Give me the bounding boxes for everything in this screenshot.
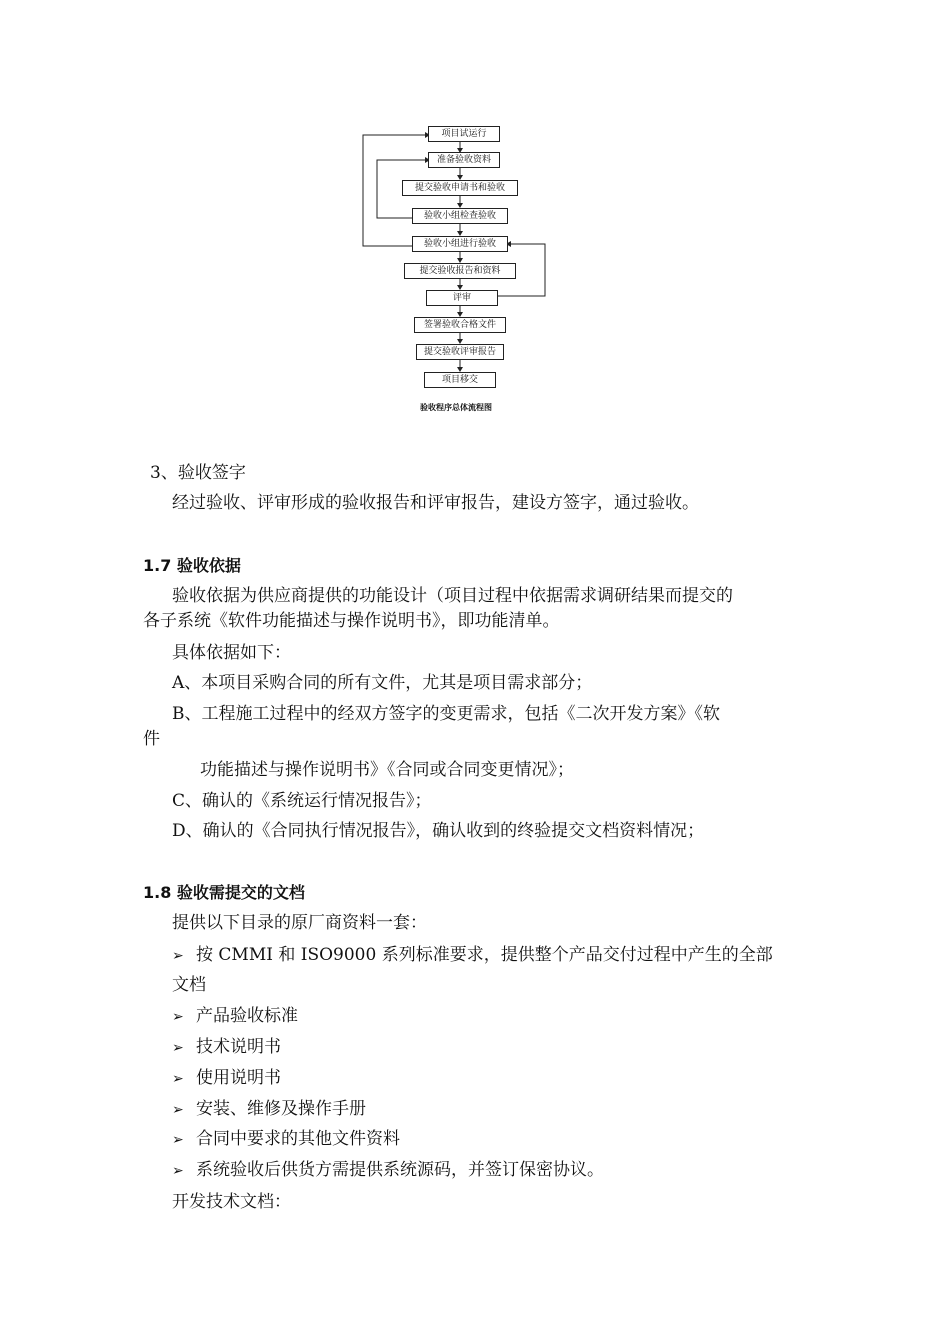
bullet-arrow-icon: ➢: [172, 1071, 184, 1087]
section18-item4: [172, 1066, 281, 1091]
section17-item-b-line2: 件: [143, 729, 160, 749]
flow-step-prepare-materials: 准备验收资料: [428, 152, 500, 168]
section18-item7: [172, 1158, 604, 1183]
bullet-arrow-icon: ➢: [172, 1009, 184, 1025]
section18-item1-line1: 按 CMMI 和 ISO9000 系列标准要求，提供整个产品交付过程中产生的全部: [196, 945, 773, 965]
section3-paragraph: 经过验收、评审形成的验收报告和评审报告，建设方签字，通过验收。: [172, 493, 699, 513]
flow-step-submit-application: 提交验收申请书和验收: [402, 180, 518, 196]
flow-step-group-inspection: 验收小组检查验收: [412, 208, 508, 224]
section18-item5: [172, 1097, 366, 1122]
bullet-arrow-icon: ➢: [172, 1163, 184, 1179]
section18-item2: [172, 1004, 298, 1029]
bullet-arrow-icon: ➢: [172, 1102, 184, 1118]
section18-item5-text: 安装、维修及操作手册: [196, 1099, 366, 1119]
section17-item-b-line1: B、工程施工过程中的经双方签字的变更需求，包括《二次开发方案》《软: [172, 704, 720, 724]
acceptance-flowchart: [355, 118, 565, 428]
flow-step-group-acceptance: 验收小组进行验收: [412, 236, 508, 252]
section17-heading: 1.7 验收依据: [143, 556, 241, 575]
section17-para-line1: 验收依据为供应商提供的功能设计（项目过程中依据需求调研结果而提交的: [172, 586, 733, 606]
flow-step-submit-review-report: 提交验收评审报告: [416, 344, 504, 360]
section17-item-b-line3: 功能描述与操作说明书》《合同或合同变更情况》；: [200, 760, 574, 780]
section18-heading: 1.8 验收需提交的文档: [143, 883, 305, 902]
section17-item-a: A、本项目采购合同的所有文件，尤其是项目需求部分；: [172, 673, 593, 693]
section18-item6: [172, 1127, 400, 1152]
section18-footer-label: 开发技术文档：: [172, 1192, 291, 1212]
section18-item1: [172, 943, 773, 968]
flow-step-sign-documents: 签署验收合格文件: [414, 317, 506, 333]
section18-item6-text: 合同中要求的其他文件资料: [196, 1129, 400, 1149]
section18-item3: [172, 1035, 281, 1060]
flow-step-handover: 项目移交: [424, 372, 496, 388]
bullet-arrow-icon: ➢: [172, 1132, 184, 1148]
flow-step-review: 评审: [426, 290, 498, 306]
flow-step-submit-report: 提交验收报告和资料: [404, 263, 516, 279]
section17-item-c: C、确认的《系统运行情况报告》；: [172, 791, 432, 811]
section17-intro: 具体依据如下：: [172, 643, 291, 663]
section17-para-line2: 各子系统《软件功能描述与操作说明书》，即功能清单。: [143, 611, 560, 631]
section18-item4-text: 使用说明书: [196, 1068, 281, 1088]
bullet-arrow-icon: ➢: [172, 1040, 184, 1056]
section18-item2-text: 产品验收标准: [196, 1006, 298, 1026]
section17-item-d: D、确认的《合同执行情况报告》，确认收到的终验提交文档资料情况；: [172, 821, 705, 841]
flowchart-caption: 验收程序总体流程图: [420, 402, 492, 412]
section18-item3-text: 技术说明书: [196, 1037, 281, 1057]
section18-intro: 提供以下目录的原厂商资料一套：: [172, 913, 427, 933]
bullet-arrow-icon: ➢: [172, 948, 184, 964]
section18-item1-line2: 文档: [172, 975, 206, 995]
flow-step-trial-run: 项目试运行: [428, 126, 500, 142]
section18-item7-text: 系统验收后供货方需提供系统源码，并签订保密协议。: [196, 1160, 604, 1180]
section3-title: 3、验收签字: [150, 463, 246, 483]
